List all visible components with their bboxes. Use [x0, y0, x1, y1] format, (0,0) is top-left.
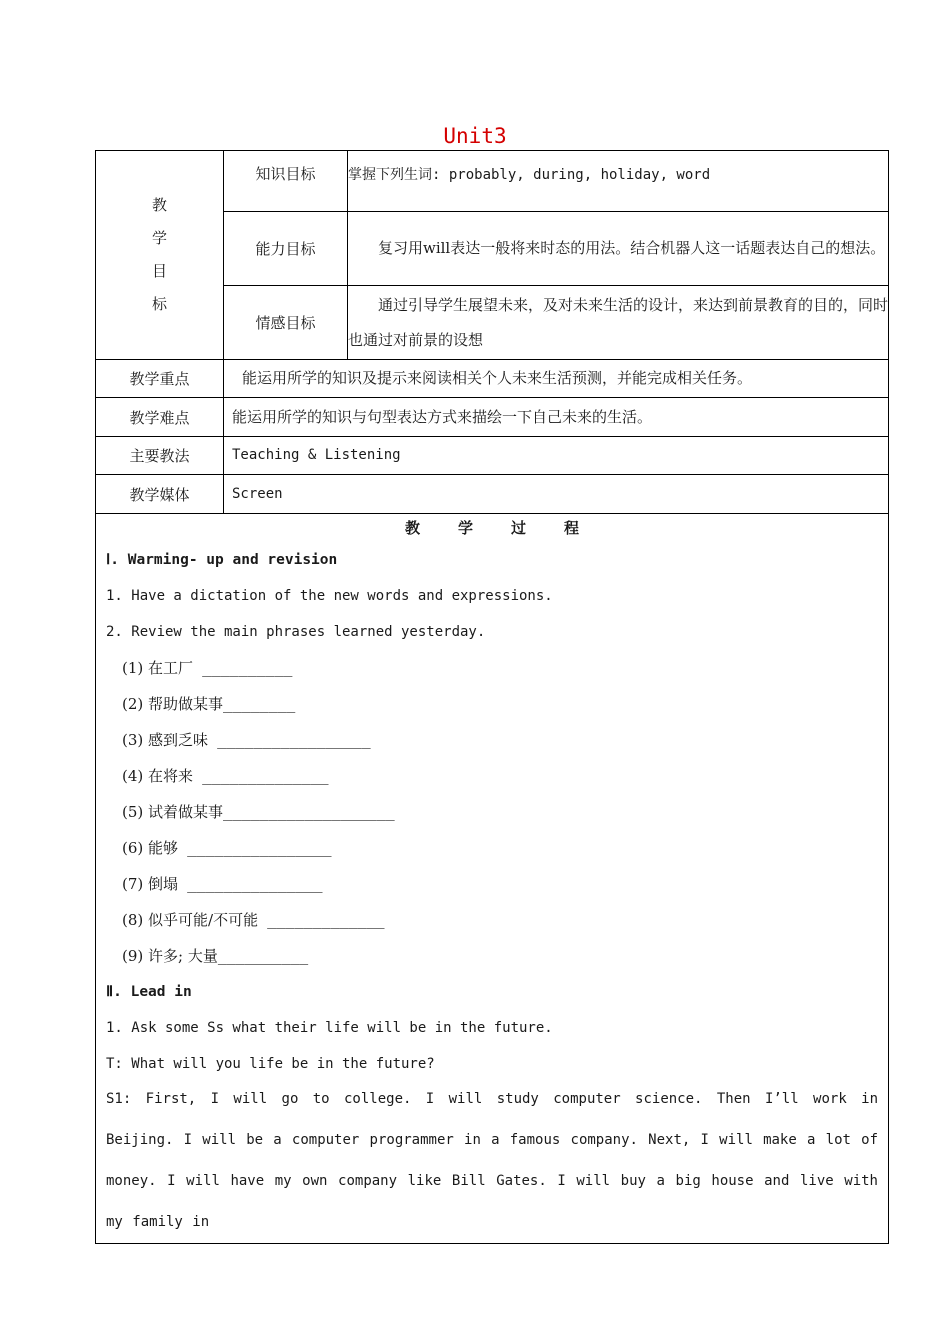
process-section: [96, 514, 889, 1244]
review-item: (6) 能够 ________________: [122, 839, 332, 857]
row-method: [96, 437, 889, 475]
difficulty-content: 能运用所学的知识与句型表达方式来描绘一下自己未来的生活。: [224, 398, 889, 437]
objectives-label-char: 标: [151, 295, 167, 313]
process-line: T: What will you life be in the future?: [106, 1056, 435, 1072]
row-focus: [96, 360, 889, 398]
method-label: 主要教法: [96, 437, 224, 475]
review-item: (4) 在将来 ______________: [122, 767, 329, 785]
process-line: 1. Have a dictation of the new words and expressions.: [106, 588, 553, 604]
review-item: (7) 倒塌 _______________: [122, 875, 323, 893]
student-answer-paragraph: S1: First, I will go to college. I will study computer science. Then I’ll work in Beijing. I will be a computer programmer in a famous company. Next, I will make a lot of money. I will have my own company like Bill Gates. I will buy a big house and live with my family in: [106, 1091, 878, 1230]
difficulty-label: 教学难点: [96, 398, 224, 437]
lesson-plan-table: [95, 150, 889, 1244]
media-content: Screen: [224, 475, 889, 514]
document-title: Unit3: [443, 124, 507, 148]
knowledge-objective-content: 掌握下列生词: probably, during, holiday, word: [348, 151, 889, 212]
objective-row-knowledge: [96, 151, 889, 212]
knowledge-objective-label: 知识目标: [224, 151, 348, 212]
objectives-label-char: 教: [151, 196, 167, 214]
section-lead-in-title: Ⅱ. Lead in: [106, 984, 192, 1000]
focus-content: 能运用所学的知识及提示来阅读相关个人未来生活预测，并能完成相关任务。: [224, 360, 889, 398]
review-item: (5) 试着做某事___________________: [122, 803, 395, 821]
objectives-group-label: [96, 151, 224, 360]
review-item: (2) 帮助做某事________: [122, 695, 296, 713]
review-item: (9) 许多; 大量__________: [122, 947, 309, 965]
row-process: [96, 514, 889, 1244]
lesson-plan-table-frame: [95, 150, 889, 1230]
section-warming-up-title: Ⅰ. Warming- up and revision: [106, 552, 338, 568]
emotion-objective-label: 情感目标: [224, 286, 348, 360]
row-media: [96, 475, 889, 514]
focus-label: 教学重点: [96, 360, 224, 398]
method-content: Teaching & Listening: [224, 437, 889, 475]
review-item: (8) 似乎可能/不可能 _____________: [122, 911, 385, 929]
process-heading: 教学过程: [404, 519, 617, 537]
process-line: 1. Ask some Ss what their life will be in the future.: [106, 1020, 553, 1036]
objectives-label-char: 学: [151, 229, 167, 247]
media-label: 教学媒体: [96, 475, 224, 514]
ability-objective-content: 复习用will表达一般将来时态的用法。结合机器人这一话题表达自己的想法。: [348, 212, 889, 286]
ability-objective-label: 能力目标: [224, 212, 348, 286]
review-item: (1) 在工厂 __________: [122, 659, 293, 677]
objectives-label-char: 目: [151, 262, 167, 280]
emotion-objective-content: 通过引导学生展望未来，及对未来生活的设计，来达到前景教育的目的，同时也通过对前景的设想: [348, 286, 889, 360]
review-item: (3) 感到乏味 _________________: [122, 731, 371, 749]
row-difficulty: [96, 398, 889, 437]
process-line: 2. Review the main phrases learned yesterday.: [106, 624, 486, 640]
